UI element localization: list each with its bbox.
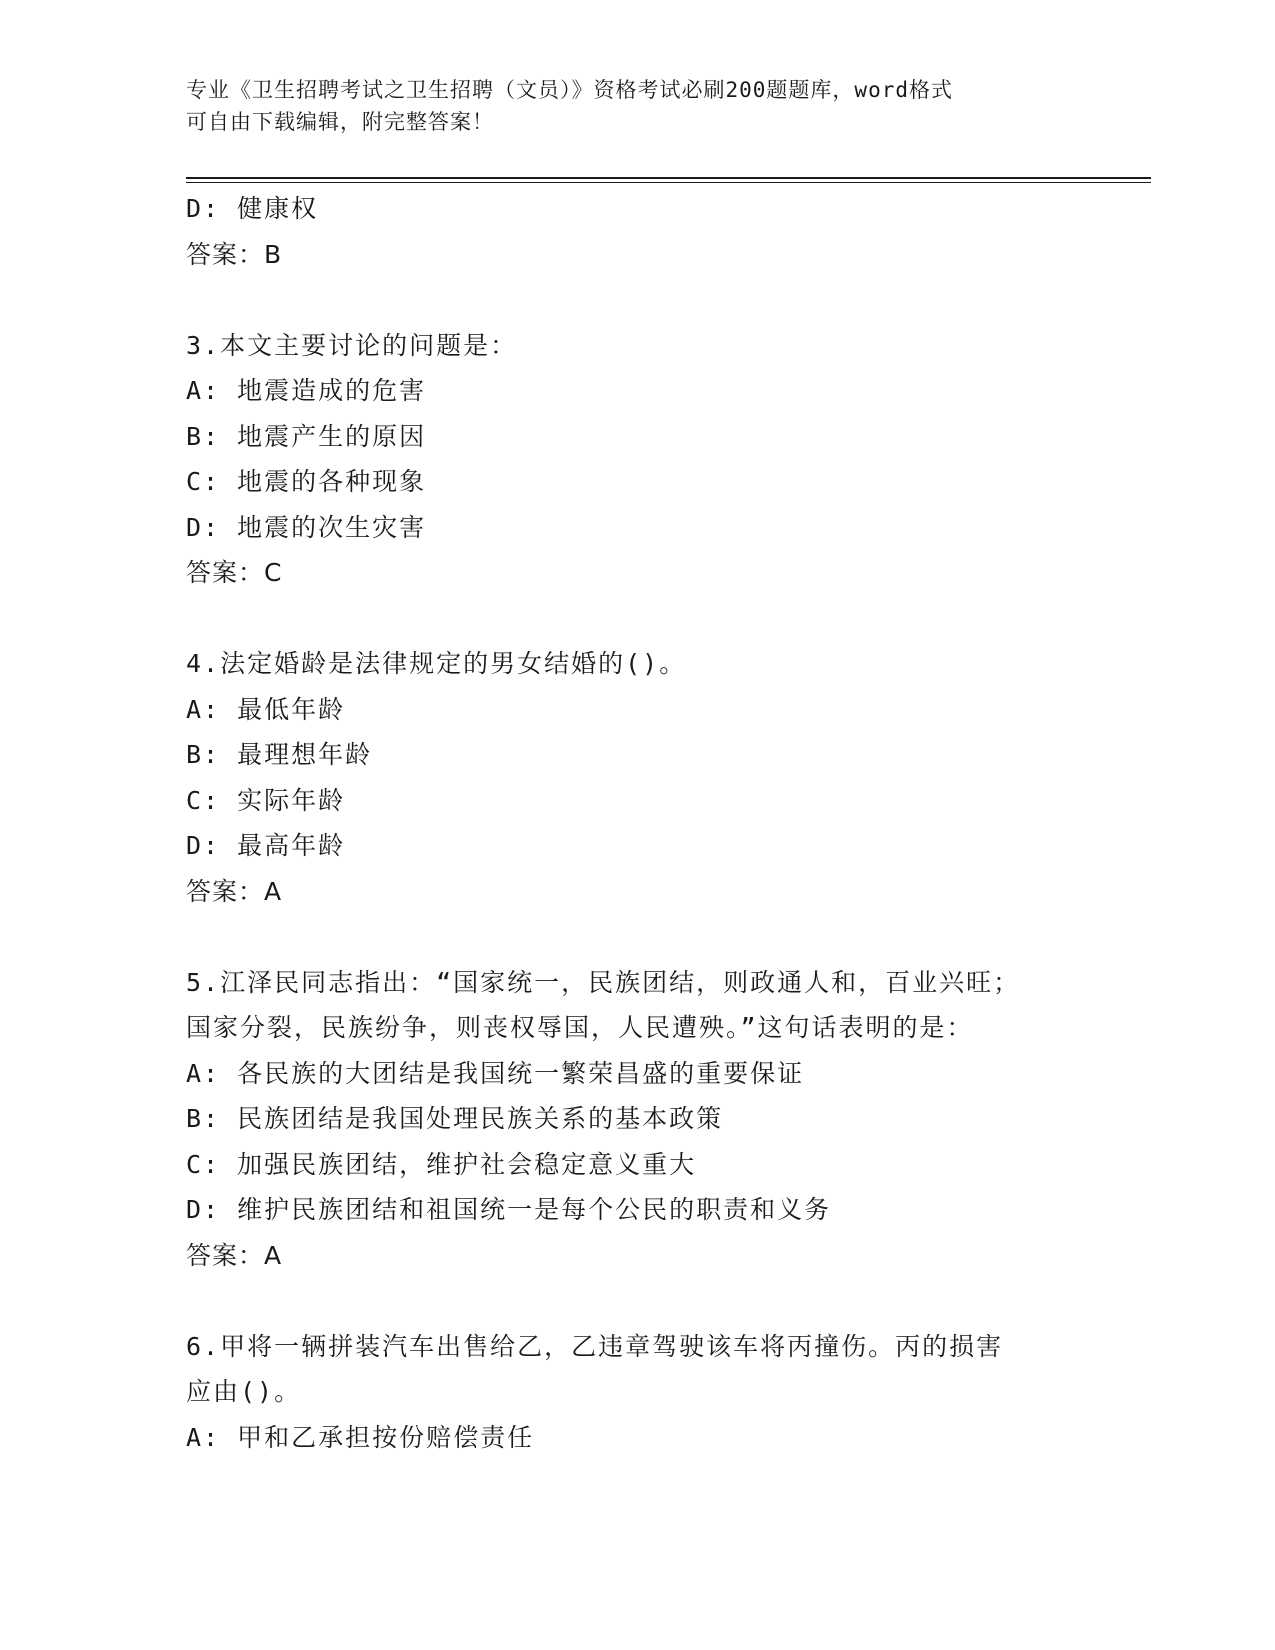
option-b: B: 最理想年龄 bbox=[186, 740, 373, 769]
header-divider-thin bbox=[186, 182, 1151, 183]
question-stem-line1: 5.江泽民同志指出：“国家统一，民族团结，则政通人和，百业兴旺； bbox=[186, 967, 1021, 997]
spacer bbox=[186, 277, 1086, 323]
question-2 bbox=[186, 186, 1086, 277]
option-b: B: 地震产生的原因 bbox=[186, 421, 427, 451]
question-stem: 4.法定婚龄是法律规定的男女结婚的()。 bbox=[186, 649, 687, 678]
option-a: A: 各民族的大团结是我国统一繁荣昌盛的重要保证 bbox=[186, 1058, 805, 1088]
question-stem: 3.本文主要讨论的问题是： bbox=[186, 330, 518, 360]
answer-line: 答案：A bbox=[186, 876, 283, 906]
document-header bbox=[186, 74, 1066, 138]
option-a: A: 最低年龄 bbox=[186, 694, 346, 724]
header-title-line1: 专业《卫生招聘考试之卫生招聘（文员）》资格考试必刷200题题库，word格式 bbox=[186, 78, 953, 102]
question-list bbox=[186, 186, 1086, 1460]
option-c: C: 加强民族团结，维护社会稳定意义重大 bbox=[186, 1149, 697, 1179]
header-divider-thick bbox=[186, 177, 1151, 179]
question-6 bbox=[186, 1324, 1086, 1461]
spacer bbox=[186, 914, 1086, 960]
question-5 bbox=[186, 960, 1086, 1279]
option-a: A: 地震造成的危害 bbox=[186, 376, 427, 405]
option-c: C: 实际年龄 bbox=[186, 785, 346, 815]
answer-line: 答案：C bbox=[186, 558, 283, 587]
option-d: D: 地震的次生灾害 bbox=[186, 512, 427, 542]
option-a: A: 甲和乙承担按份赔偿责任 bbox=[186, 1422, 535, 1452]
question-stem-line1: 6.甲将一辆拼装汽车出售给乙，乙违章驾驶该车将丙撞伤。丙的损害 bbox=[186, 1331, 1004, 1361]
question-4 bbox=[186, 641, 1086, 914]
spacer bbox=[186, 596, 1086, 642]
answer-line: 答案：A bbox=[186, 1240, 283, 1270]
option-d: D: 维护民族团结和祖国统一是每个公民的职责和义务 bbox=[186, 1195, 832, 1224]
question-stem-line2: 应由()。 bbox=[186, 1377, 302, 1406]
option-d: D: 最高年龄 bbox=[186, 831, 346, 860]
header-title-line2: 可自由下载编辑，附完整答案！ bbox=[186, 110, 494, 134]
question-stem-line2: 国家分裂，民族纷争，则丧权辱国，人民遭殃。”这句话表明的是： bbox=[186, 1013, 974, 1042]
option-d: D: 健康权 bbox=[186, 194, 319, 223]
option-b: B: 民族团结是我国处理民族关系的基本政策 bbox=[186, 1104, 724, 1133]
answer-line: 答案：B bbox=[186, 239, 283, 269]
spacer bbox=[186, 1278, 1086, 1324]
question-3 bbox=[186, 323, 1086, 596]
option-c: C: 地震的各种现象 bbox=[186, 467, 427, 496]
